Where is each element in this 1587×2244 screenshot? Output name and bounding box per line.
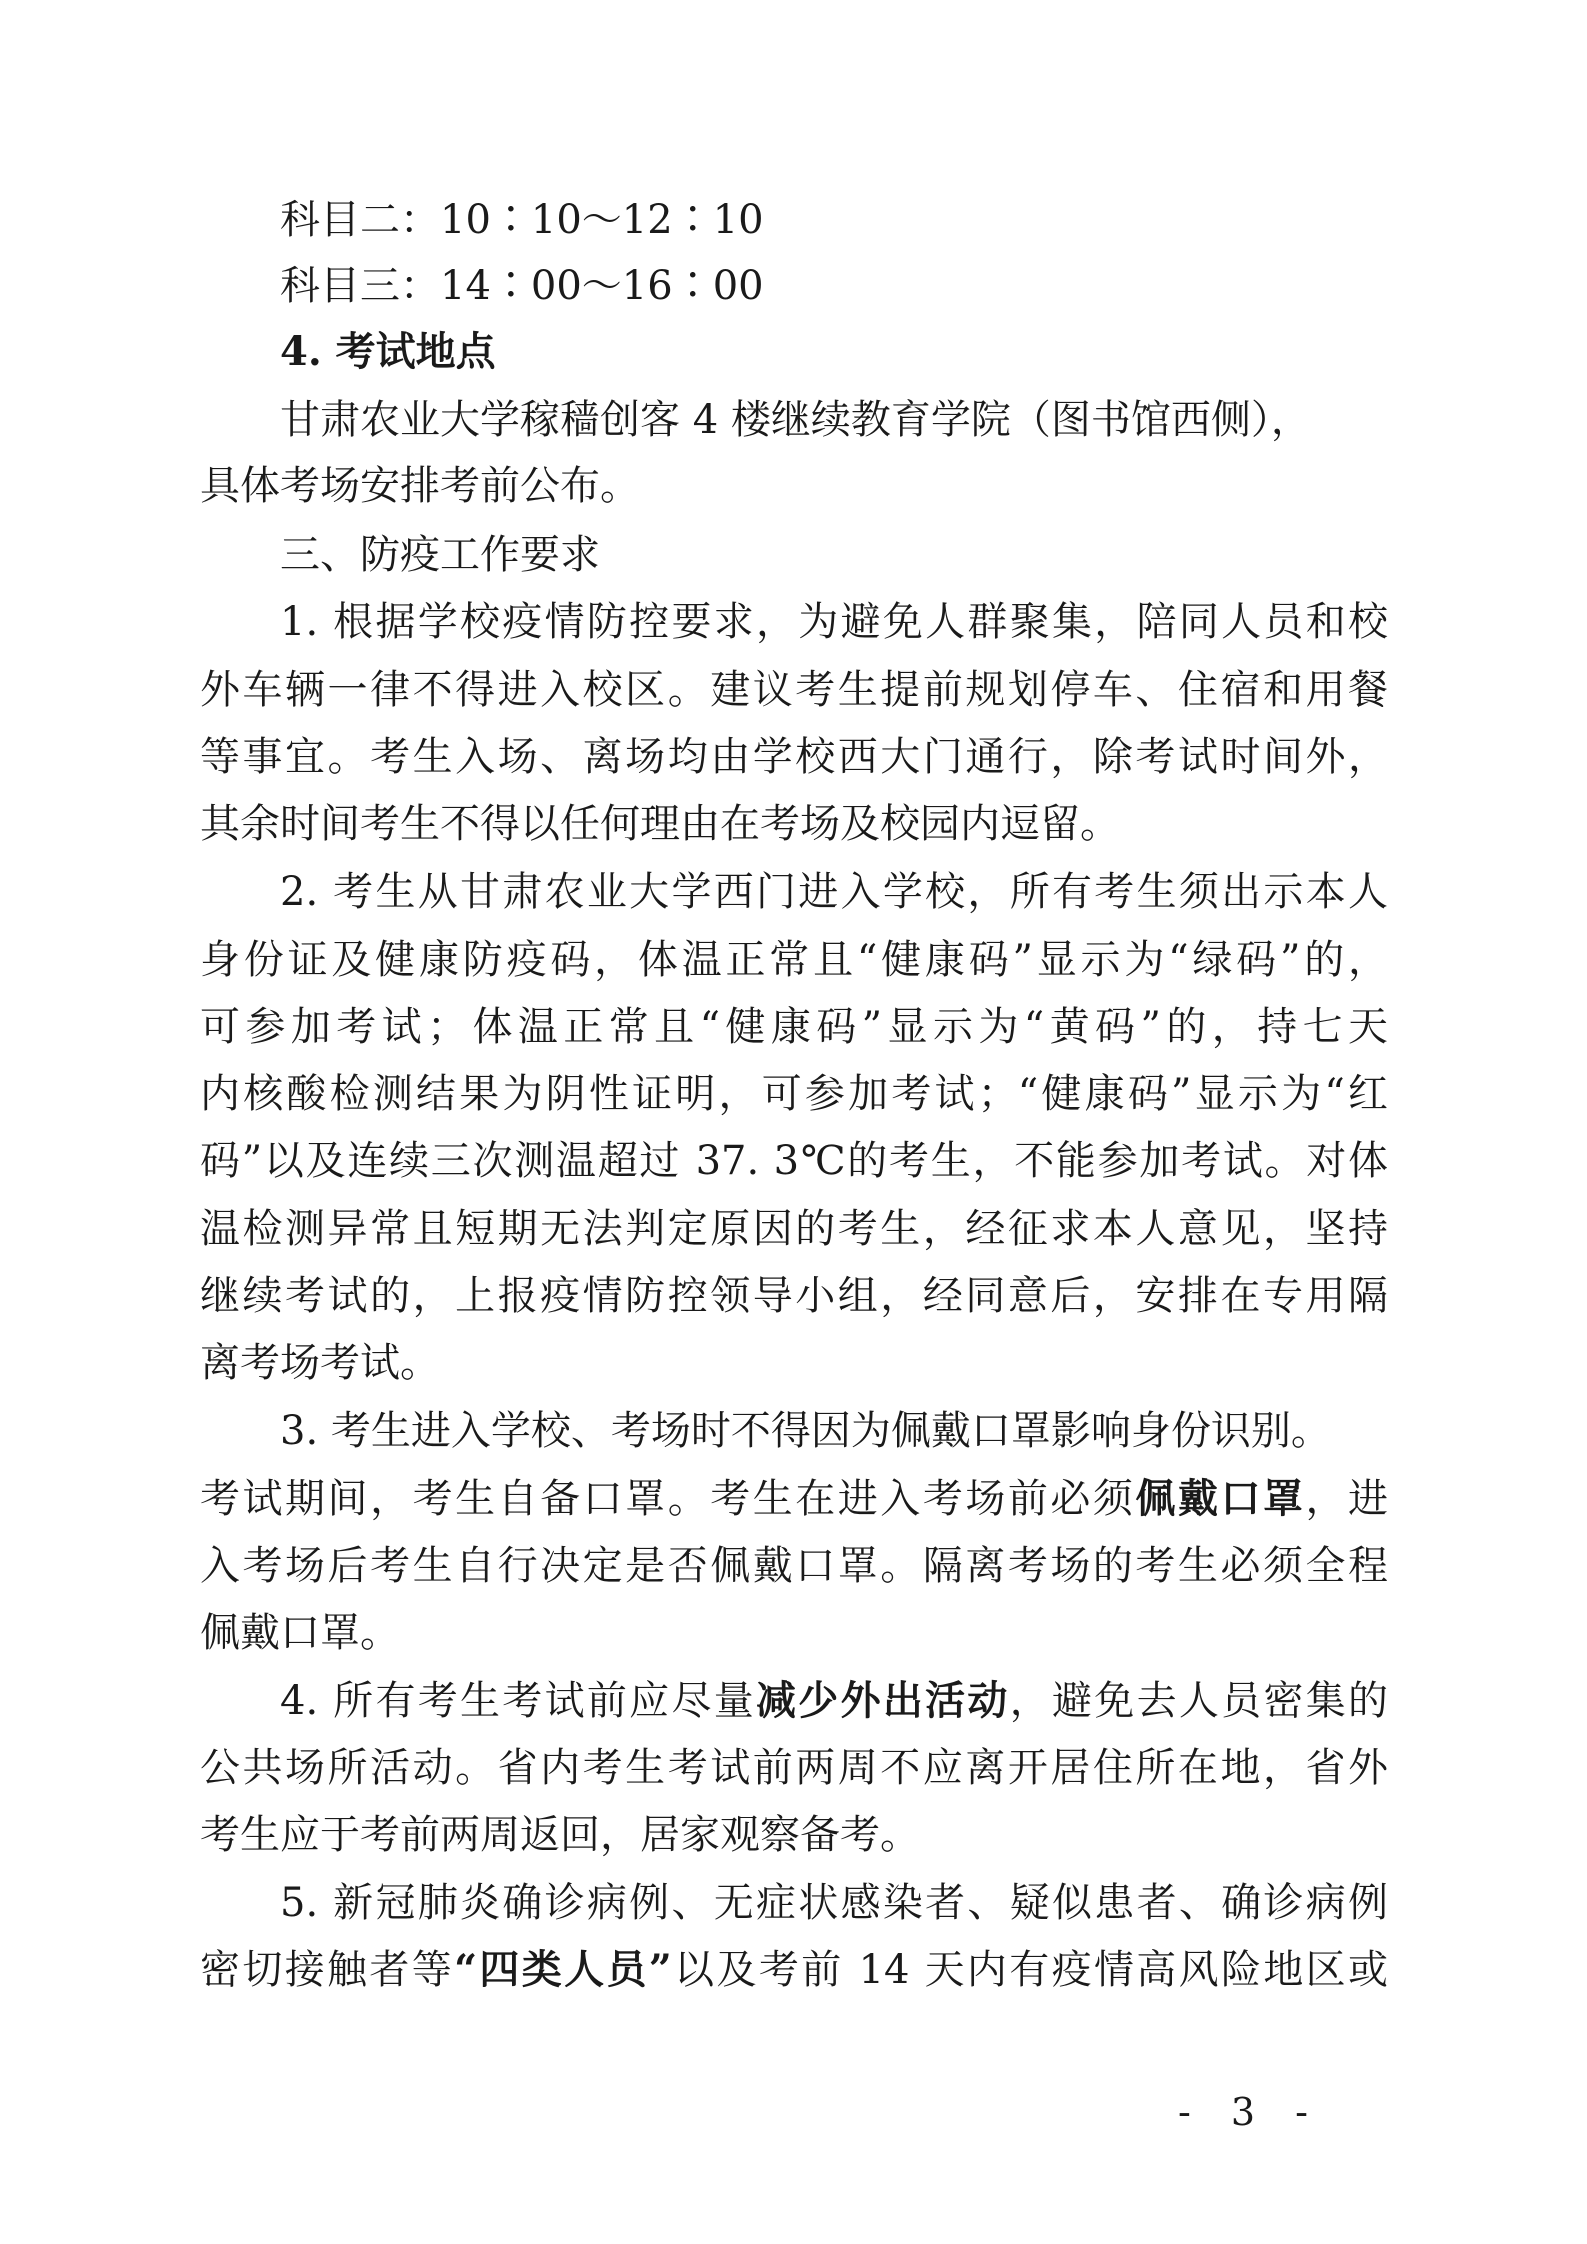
paragraph-line: 其余时间考生不得以任何理由在考场及校园内逗留。 (200, 801, 1120, 847)
paragraph-line: 2. 考生从甘肃农业大学西门进入学校，所有考生须出示本人 (280, 869, 1388, 915)
paragraph-line: 具体考场安排考前公布。 (200, 463, 640, 509)
paragraph-line: 继续考试的，上报疫情防控领导小组，经同意后，安排在专用隔 (200, 1273, 1388, 1319)
paragraph-line: 外车辆一律不得进入校区。建议考生提前规划停车、住宿和用餐 (200, 667, 1388, 713)
paragraph-line: 考生应于考前两周返回，居家观察备考。 (200, 1812, 920, 1858)
text-run: ，进 (1305, 1476, 1389, 1522)
paragraph-line: 等事宜。考生入场、离场均由学校西大门通行，除考试时间外， (200, 734, 1388, 780)
paragraph-line: 离考场考试。 (200, 1340, 440, 1386)
emphasis-text: “四类人员” (454, 1946, 672, 1993)
paragraph-line: 1. 根据学校疫情防控要求，为避免人群聚集，陪同人员和校 (280, 599, 1388, 645)
paragraph-line (200, 1475, 1389, 1522)
text-run: ，避免去人员密集的 (1009, 1678, 1389, 1724)
paragraph-line: 佩戴口罩。 (200, 1610, 400, 1656)
paragraph-line: 温检测异常且短期无法判定原因的考生，经征求本人意见，坚持 (200, 1206, 1388, 1252)
paragraph-line: 3. 考生进入学校、考场时不得因为佩戴口罩影响身份识别。 (280, 1408, 1331, 1454)
emphasis-text: 减少外出活动 (756, 1677, 1010, 1724)
paragraph-line: 身份证及健康防疫码，体温正常且“健康码”显示为“绿码”的， (200, 937, 1388, 983)
paragraph-line: 公共场所活动。省内考生考试前两周不应离开居住所在地，省外 (200, 1745, 1388, 1791)
exam-time-subject-2: 科目二：10∶10～12∶10 (280, 197, 764, 243)
paragraph-line: 甘肃农业大学稼穑创客 4 楼继续教育学院（图书馆西侧）， (280, 397, 1311, 443)
text-run: 考试期间，考生自备口罩。考生在进入考场前必须 (200, 1476, 1136, 1522)
paragraph-line: 码”以及连续三次测温超过 37. 3℃的考生，不能参加考试。对体 (200, 1138, 1388, 1184)
paragraph-line: 入考场后考生自行决定是否佩戴口罩。隔离考场的考生必须全程 (200, 1543, 1388, 1589)
text-run: 4. 所有考生考试前应尽量 (280, 1678, 757, 1724)
exam-time-subject-3: 科目三：14∶00～16∶00 (280, 263, 764, 309)
paragraph-line: 5. 新冠肺炎确诊病例、无症状感染者、疑似患者、确诊病例 (280, 1880, 1388, 1926)
page-number: - 3 - (1178, 2090, 1323, 2134)
section-heading-exam-location: 4. 考试地点 (280, 328, 496, 375)
paragraph-line (280, 1677, 1389, 1724)
paragraph-line: 内核酸检测结果为阴性证明，可参加考试；“健康码”显示为“红 (200, 1071, 1388, 1117)
paragraph-line (200, 1946, 1389, 1993)
emphasis-text: 佩戴口罩 (1135, 1475, 1306, 1522)
text-run: 以及考前 14 天内有疫情高风险地区或 (671, 1947, 1389, 1993)
section-heading-epidemic-requirements: 三、防疫工作要求 (280, 532, 600, 578)
text-run: 密切接触者等 (200, 1947, 455, 1993)
paragraph-line: 可参加考试；体温正常且“健康码”显示为“黄码”的，持七天 (200, 1004, 1388, 1050)
